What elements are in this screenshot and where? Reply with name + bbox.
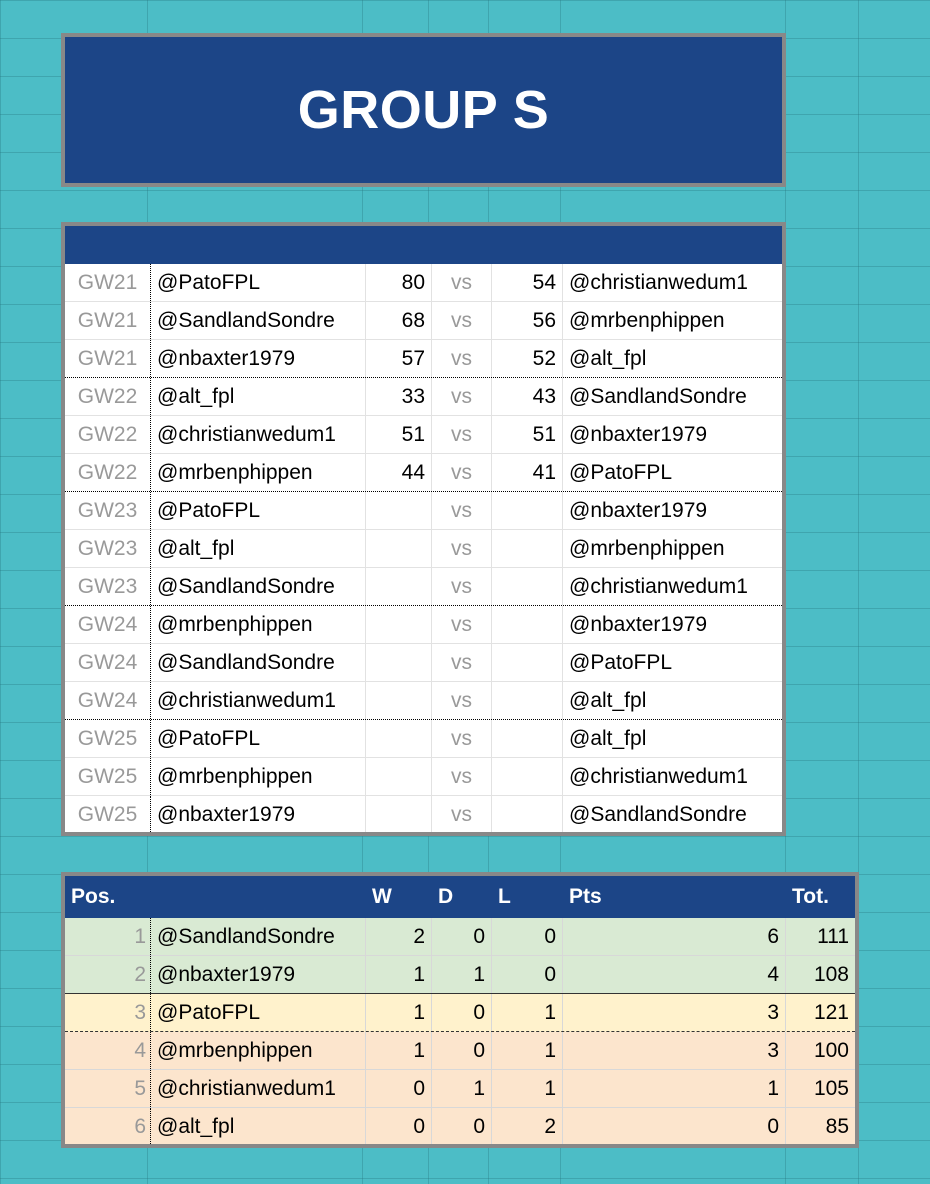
away-player-cell[interactable]: @christianwedum1 (569, 574, 748, 598)
away-player-cell[interactable]: @christianwedum1 (569, 270, 748, 294)
vs-cell[interactable]: vs (432, 378, 492, 415)
gameweek-cell[interactable]: GW22 (65, 378, 151, 415)
away-score-cell[interactable] (492, 568, 563, 605)
header-tot[interactable]: Tot. (792, 885, 829, 908)
gameweek-cell[interactable]: GW21 (65, 264, 151, 301)
draws-cell[interactable]: 0 (432, 918, 492, 955)
standings-header (65, 876, 855, 918)
standings-row (65, 1070, 855, 1108)
home-player-cell[interactable]: @christianwedum1 (151, 682, 366, 719)
fixture-row (65, 758, 782, 796)
gameweek-cell[interactable]: GW25 (65, 758, 151, 795)
header-w[interactable]: W (372, 885, 392, 908)
losses-cell[interactable]: 0 (492, 956, 563, 993)
fixture-row (65, 264, 782, 302)
away-score-cell[interactable] (492, 492, 563, 529)
fixture-row (65, 644, 782, 682)
player-name-cell[interactable]: @SandlandSondre (151, 918, 366, 955)
home-score-cell[interactable]: 44 (366, 454, 432, 491)
position-cell[interactable]: 3 (65, 994, 151, 1031)
away-player-cell[interactable]: @SandlandSondre (569, 384, 747, 408)
away-player-cell[interactable]: @christianwedum1 (569, 764, 748, 788)
away-player-cell[interactable]: @alt_fpl (569, 726, 647, 750)
group-title: GROUP S (297, 80, 550, 140)
away-score-cell[interactable]: 51 (492, 416, 563, 453)
fixture-row (65, 568, 782, 606)
home-score-cell[interactable] (366, 644, 432, 681)
total-cell[interactable]: 121 (813, 1000, 849, 1024)
home-player-cell[interactable]: @mrbenphippen (151, 758, 366, 795)
wins-cell[interactable]: 1 (366, 994, 432, 1031)
away-player-cell[interactable]: @PatoFPL (569, 460, 673, 484)
group-title-banner (61, 33, 786, 187)
draws-cell[interactable]: 0 (432, 1032, 492, 1069)
standings-body (65, 918, 855, 1146)
standings-row (65, 1108, 855, 1146)
standings-table (61, 872, 859, 1148)
header-pos[interactable]: Pos. (71, 885, 116, 908)
player-name-cell[interactable]: @alt_fpl (151, 1108, 366, 1146)
position-cell[interactable]: 2 (65, 956, 151, 993)
home-player-cell[interactable]: @alt_fpl (151, 530, 366, 567)
fixture-row (65, 302, 782, 340)
home-player-cell[interactable]: @SandlandSondre (151, 644, 366, 681)
gameweek-cell[interactable]: GW23 (65, 492, 151, 529)
position-cell[interactable]: 1 (65, 918, 151, 955)
draws-cell[interactable]: 1 (432, 1070, 492, 1107)
away-score-cell[interactable] (492, 644, 563, 681)
fixture-row (65, 416, 782, 454)
vs-cell[interactable]: vs (432, 302, 492, 339)
home-player-cell[interactable]: @nbaxter1979 (151, 340, 366, 377)
player-name-cell[interactable]: @christianwedum1 (151, 1070, 366, 1107)
away-score-cell[interactable]: 54 (492, 264, 563, 301)
player-name-cell[interactable]: @nbaxter1979 (151, 956, 366, 993)
draws-cell[interactable]: 1 (432, 956, 492, 993)
home-score-cell[interactable] (366, 720, 432, 757)
away-score-cell[interactable]: 56 (492, 302, 563, 339)
away-score-cell[interactable]: 41 (492, 454, 563, 491)
vs-cell[interactable]: vs (432, 454, 492, 491)
player-name-cell[interactable]: @PatoFPL (151, 994, 366, 1031)
fixture-row (65, 682, 782, 720)
home-score-cell[interactable] (366, 682, 432, 719)
home-score-cell[interactable] (366, 606, 432, 643)
away-player-cell[interactable]: @nbaxter1979 (569, 422, 708, 446)
total-cell[interactable]: 111 (817, 924, 849, 948)
vs-cell[interactable]: vs (432, 264, 492, 301)
standings-row (65, 1032, 855, 1070)
losses-cell[interactable]: 1 (492, 1070, 563, 1107)
away-score-cell[interactable]: 52 (492, 340, 563, 377)
gameweek-cell[interactable]: GW25 (65, 796, 151, 834)
home-score-cell[interactable] (366, 796, 432, 834)
fixture-row (65, 378, 782, 416)
total-cell[interactable]: 100 (813, 1038, 849, 1062)
position-cell[interactable]: 5 (65, 1070, 151, 1107)
home-player-cell[interactable]: @nbaxter1979 (151, 796, 366, 834)
vs-cell[interactable]: vs (432, 568, 492, 605)
header-l[interactable]: L (498, 885, 511, 908)
points-cell[interactable]: 1 (563, 1070, 786, 1107)
away-player-cell[interactable]: @SandlandSondre (569, 803, 747, 826)
home-score-cell[interactable]: 51 (366, 416, 432, 453)
gameweek-cell[interactable]: GW21 (65, 340, 151, 377)
home-score-cell[interactable]: 68 (366, 302, 432, 339)
wins-cell[interactable]: 1 (366, 956, 432, 993)
fixture-row (65, 606, 782, 644)
wins-cell[interactable]: 0 (366, 1070, 432, 1107)
gameweek-cell[interactable]: GW25 (65, 720, 151, 757)
away-player-cell[interactable]: @nbaxter1979 (569, 498, 708, 522)
vs-cell[interactable]: vs (432, 644, 492, 681)
points-cell[interactable]: 3 (563, 994, 786, 1031)
standings-row (65, 918, 855, 956)
points-cell[interactable]: 4 (563, 956, 786, 993)
position-cell[interactable]: 4 (65, 1032, 151, 1069)
home-player-cell[interactable]: @PatoFPL (151, 264, 366, 301)
away-score-cell[interactable] (492, 758, 563, 795)
total-cell[interactable]: 108 (813, 962, 849, 986)
fixture-row (65, 530, 782, 568)
vs-cell[interactable]: vs (432, 720, 492, 757)
standings-row (65, 956, 855, 994)
fixture-row (65, 454, 782, 492)
home-player-cell[interactable]: @alt_fpl (151, 378, 366, 415)
wins-cell[interactable]: 1 (366, 1032, 432, 1069)
header-pts[interactable]: Pts (569, 885, 602, 908)
away-player-cell[interactable]: @alt_fpl (569, 346, 647, 370)
away-score-cell[interactable] (492, 796, 563, 834)
away-score-cell[interactable] (492, 530, 563, 567)
home-score-cell[interactable]: 57 (366, 340, 432, 377)
draws-cell[interactable]: 0 (432, 1108, 492, 1146)
standings-row (65, 994, 855, 1032)
losses-cell[interactable]: 1 (492, 994, 563, 1031)
home-score-cell[interactable]: 80 (366, 264, 432, 301)
away-score-cell[interactable] (492, 606, 563, 643)
fixture-row (65, 492, 782, 530)
away-score-cell[interactable] (492, 720, 563, 757)
away-player-cell[interactable]: @mrbenphippen (569, 536, 725, 560)
home-score-cell[interactable] (366, 530, 432, 567)
gameweek-cell[interactable]: GW21 (65, 302, 151, 339)
home-score-cell[interactable] (366, 568, 432, 605)
home-player-cell[interactable]: @PatoFPL (151, 492, 366, 529)
points-cell[interactable]: 6 (563, 918, 786, 955)
points-cell[interactable]: 3 (563, 1032, 786, 1069)
wins-cell[interactable]: 0 (366, 1108, 432, 1146)
vs-cell[interactable]: vs (432, 416, 492, 453)
wins-cell[interactable]: 2 (366, 918, 432, 955)
away-score-cell[interactable] (492, 682, 563, 719)
gameweek-cell[interactable]: GW23 (65, 568, 151, 605)
losses-cell[interactable]: 2 (492, 1108, 563, 1146)
away-player-cell[interactable]: @nbaxter1979 (569, 612, 708, 636)
vs-cell[interactable]: vs (432, 606, 492, 643)
header-name[interactable] (151, 876, 366, 918)
vs-cell[interactable]: vs (432, 492, 492, 529)
losses-cell[interactable]: 1 (492, 1032, 563, 1069)
gameweek-cell[interactable]: GW24 (65, 682, 151, 719)
home-player-cell[interactable]: @christianwedum1 (151, 416, 366, 453)
fixture-row (65, 340, 782, 378)
total-cell[interactable]: 85 (825, 1115, 849, 1138)
header-d[interactable]: D (438, 885, 454, 908)
vs-cell[interactable]: vs (432, 682, 492, 719)
position-cell[interactable]: 6 (65, 1108, 151, 1146)
vs-cell[interactable]: vs (432, 758, 492, 795)
losses-cell[interactable]: 0 (492, 918, 563, 955)
fixtures-body (65, 264, 782, 834)
away-player-cell[interactable]: @alt_fpl (569, 688, 647, 712)
fixture-row (65, 720, 782, 758)
total-cell[interactable]: 105 (813, 1076, 849, 1100)
gameweek-cell[interactable]: GW24 (65, 606, 151, 643)
gameweek-cell[interactable]: GW22 (65, 454, 151, 491)
home-player-cell[interactable]: @mrbenphippen (151, 606, 366, 643)
away-score-cell[interactable]: 43 (492, 378, 563, 415)
points-cell[interactable]: 0 (563, 1108, 786, 1146)
away-player-cell[interactable]: @mrbenphippen (569, 308, 725, 332)
gameweek-cell[interactable]: GW23 (65, 530, 151, 567)
away-player-cell[interactable]: @PatoFPL (569, 650, 673, 674)
home-player-cell[interactable]: @PatoFPL (151, 720, 366, 757)
home-score-cell[interactable]: 33 (366, 378, 432, 415)
vs-cell[interactable]: vs (432, 340, 492, 377)
gameweek-cell[interactable]: GW24 (65, 644, 151, 681)
fixture-row (65, 796, 782, 834)
draws-cell[interactable]: 0 (432, 994, 492, 1031)
home-score-cell[interactable] (366, 758, 432, 795)
vs-cell[interactable]: vs (432, 530, 492, 567)
gameweek-cell[interactable]: GW22 (65, 416, 151, 453)
vs-cell[interactable]: vs (432, 796, 492, 834)
home-player-cell[interactable]: @SandlandSondre (151, 302, 366, 339)
home-score-cell[interactable] (366, 492, 432, 529)
home-player-cell[interactable]: @SandlandSondre (151, 568, 366, 605)
home-player-cell[interactable]: @mrbenphippen (151, 454, 366, 491)
player-name-cell[interactable]: @mrbenphippen (151, 1032, 366, 1069)
fixtures-header-bar (65, 226, 782, 264)
fixtures-table (61, 222, 786, 836)
